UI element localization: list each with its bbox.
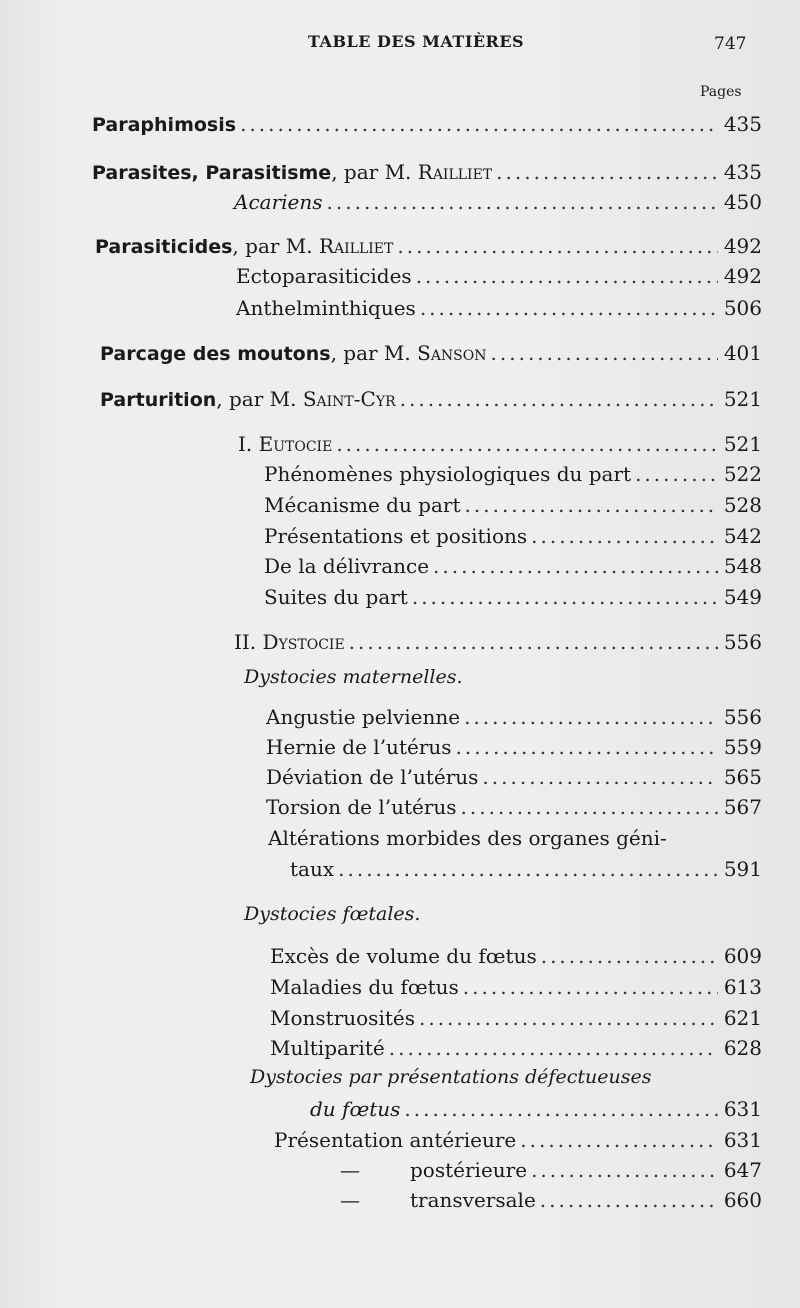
toc-entry (264, 554, 762, 578)
leader-dots (400, 387, 718, 411)
leader-dots (419, 1006, 718, 1030)
toc-entry (264, 585, 762, 609)
toc-entry (270, 1036, 762, 1060)
entry-page: 548 (723, 554, 762, 578)
leader-dots (531, 524, 718, 548)
entry-page: 559 (723, 735, 762, 759)
leader-dots (433, 554, 718, 578)
entry-page: 628 (723, 1036, 762, 1060)
leader-dots (465, 493, 718, 517)
entry-page: 621 (723, 1006, 762, 1030)
entry-title: Parturition (100, 389, 217, 411)
entry-title: Parasiticides (95, 236, 233, 258)
entry-title: Anthelminthiques (236, 296, 416, 320)
entry-title: Eutocie (258, 432, 333, 456)
leader-dots (635, 462, 718, 486)
toc-entry (274, 1128, 762, 1152)
leader-dots (491, 341, 718, 365)
entry-title: Parcage des moutons (100, 343, 331, 365)
entry-by: , par M. (331, 160, 418, 184)
toc-entry (266, 705, 762, 729)
leader-dots (464, 705, 718, 729)
entry-title: Monstruosités (270, 1006, 415, 1030)
entry-title: Excès de volume du fœtus (270, 944, 537, 968)
entry-page: 506 (723, 296, 762, 320)
entry-title: Suites du part (264, 585, 408, 609)
entry-title: Paraphimosis (92, 114, 237, 136)
entry-page: 647 (723, 1158, 762, 1182)
entry-title: Acariens (234, 190, 323, 214)
entry-author: Sanson (417, 341, 487, 365)
entry-title: Multiparité (270, 1036, 385, 1060)
running-title: TABLE DES MATIÈRES (308, 32, 525, 51)
toc-entry (234, 190, 762, 214)
entry-page: 567 (723, 795, 762, 819)
toc-entry (290, 1158, 762, 1182)
toc-entry (264, 493, 762, 517)
entry-title: De la délivrance (264, 554, 430, 578)
leader-dots (482, 765, 718, 789)
toc-entry (92, 112, 762, 136)
leader-dots (412, 585, 718, 609)
entry-title: Torsion de l’utérus (266, 795, 457, 819)
entry-title: Déviation de l’utérus (266, 765, 479, 789)
entry-title: Présentations et positions (264, 524, 528, 548)
leader-dots (240, 112, 718, 136)
toc-entry (264, 462, 762, 486)
entry-page: 631 (723, 1128, 762, 1152)
leader-dots (397, 234, 718, 258)
ditto-dash: — (340, 1188, 360, 1212)
entry-page: 521 (723, 387, 762, 411)
leader-dots (540, 1188, 718, 1212)
leader-dots (520, 1128, 718, 1152)
entry-page: 435 (723, 112, 762, 136)
toc-entry (270, 975, 762, 999)
ditto-dash: — (340, 1158, 360, 1182)
entry-title: Hernie de l’utérus (266, 735, 452, 759)
entry-page: 556 (723, 630, 762, 654)
leader-dots (541, 944, 718, 968)
toc-entry (310, 1097, 762, 1121)
page-header (0, 32, 800, 56)
entry-title: transversale (410, 1188, 536, 1212)
section-number: II. (234, 630, 263, 654)
toc-entry (266, 735, 762, 759)
entry-title: Présentation antérieure (274, 1128, 517, 1152)
leader-dots (461, 795, 718, 819)
leader-dots (456, 735, 718, 759)
entry-page: 401 (723, 341, 762, 365)
entry-title: Mécanisme du part (264, 493, 461, 517)
entry-page: 435 (723, 160, 762, 184)
entry-page: 549 (723, 585, 762, 609)
page-number: 747 (714, 34, 747, 54)
toc-entry (236, 296, 762, 320)
entry-title: Angustie pelvienne (266, 705, 461, 729)
leader-dots (463, 975, 718, 999)
entry-page: 522 (723, 462, 762, 486)
entry-page: 450 (723, 190, 762, 214)
leader-dots (420, 296, 718, 320)
toc-entry (234, 630, 762, 654)
toc-entry (238, 432, 762, 456)
entry-page: 613 (723, 975, 762, 999)
entry-page: 492 (723, 264, 762, 288)
entry-title: Maladies du fœtus (270, 975, 459, 999)
leader-dots (531, 1158, 718, 1182)
toc-entry (290, 1188, 762, 1212)
section-number: I. (238, 432, 259, 456)
entry-title: Ectoparasiticides (236, 264, 412, 288)
leader-dots (336, 432, 718, 456)
entry-by: , par M. (216, 387, 303, 411)
toc-entry (270, 944, 762, 968)
leader-dots (389, 1036, 718, 1060)
toc-entry (266, 795, 762, 819)
entry-by: , par M. (232, 234, 319, 258)
toc-entry (236, 264, 762, 288)
entry-page: 660 (723, 1188, 762, 1212)
subheading-fetal: Dystocies fœtales. (244, 903, 421, 925)
entry-page: 556 (723, 705, 762, 729)
entry-title: postérieure (410, 1158, 528, 1182)
entry-page: 521 (723, 432, 762, 456)
entry-title: Phénomènes physiologiques du part (264, 462, 632, 486)
toc-entry (290, 857, 762, 881)
entry-page: 528 (723, 493, 762, 517)
toc-entry (266, 765, 762, 789)
entry-by: , par M. (330, 341, 418, 365)
leader-dots (496, 160, 718, 184)
entry-page: 609 (723, 944, 762, 968)
entry-title: Parasites, Parasitisme (92, 162, 332, 184)
entry-author: Saint-Cyr (302, 387, 396, 411)
entry-title: taux (290, 857, 335, 881)
entry-author: Railliet (318, 234, 394, 258)
leader-dots (327, 190, 718, 214)
entry-page: 492 (723, 234, 762, 258)
toc-entry (92, 160, 762, 184)
entry-title: du fœtus (310, 1097, 401, 1121)
toc-entry (100, 387, 762, 411)
leader-dots (349, 630, 718, 654)
subheading-presentations: Dystocies par présentations défectueuses (250, 1066, 652, 1088)
entry-page: 591 (723, 857, 762, 881)
entry-page: 631 (723, 1097, 762, 1121)
toc-entry (95, 234, 762, 258)
entry-title-line1: Altérations morbides des organes géni- (268, 826, 667, 850)
entry-author: Railliet (417, 160, 493, 184)
leader-dots (338, 857, 718, 881)
leader-dots (416, 264, 718, 288)
toc-entry (264, 524, 762, 548)
pages-column-label: Pages (700, 84, 742, 100)
toc-entry (270, 1006, 762, 1030)
leader-dots (404, 1097, 718, 1121)
subheading-maternal: Dystocies maternelles. (244, 666, 463, 688)
entry-page: 542 (723, 524, 762, 548)
toc-entry (100, 341, 762, 365)
entry-title: Dystocie (262, 630, 345, 654)
entry-page: 565 (723, 765, 762, 789)
